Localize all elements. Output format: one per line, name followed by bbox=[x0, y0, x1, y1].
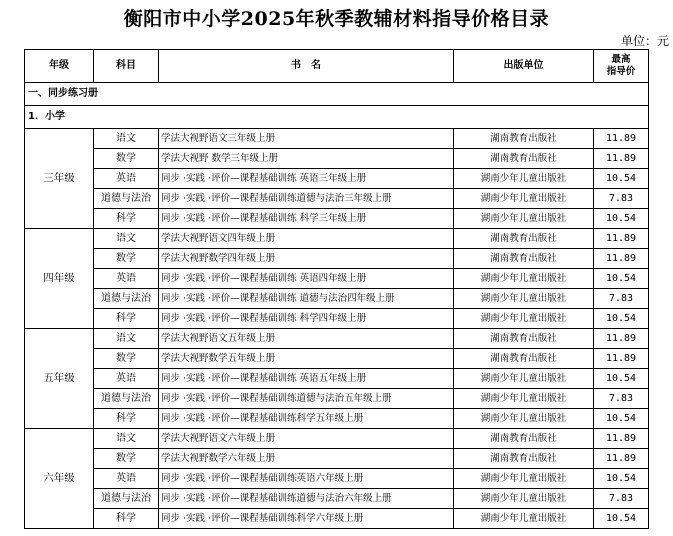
table-row bbox=[25, 469, 649, 489]
header-grade: 年级 bbox=[25, 50, 94, 83]
publisher-cell: 湖南少年儿童出版社 bbox=[454, 489, 594, 509]
price-cell: 10.54 bbox=[594, 469, 649, 489]
price-cell: 10.54 bbox=[594, 509, 649, 529]
price-cell: 11.89 bbox=[594, 129, 649, 149]
price-cell: 7.83 bbox=[594, 489, 649, 509]
publisher-cell: 湖南少年儿童出版社 bbox=[454, 509, 594, 529]
book-title-cell: 学法大视野数学四年级上册 bbox=[159, 249, 454, 269]
table-row bbox=[25, 429, 649, 449]
subject-cell: 科学 bbox=[94, 409, 159, 429]
subject-cell: 道德与法治 bbox=[94, 289, 159, 309]
header-subject: 科目 bbox=[94, 50, 159, 83]
table-row bbox=[25, 269, 649, 289]
book-title-cell: 同步 ·实践 ·评价—课程基础训练 英语三年级上册 bbox=[159, 169, 454, 189]
publisher-cell: 湖南少年儿童出版社 bbox=[454, 369, 594, 389]
table-row bbox=[25, 369, 649, 389]
grade-cell: 三年级 bbox=[25, 129, 94, 229]
price-cell: 11.89 bbox=[594, 449, 649, 469]
publisher-cell: 湖南教育出版社 bbox=[454, 329, 594, 349]
subject-cell: 英语 bbox=[94, 469, 159, 489]
book-title-cell: 同步 ·实践 ·评价—课程基础训练道德与法治三年级上册 bbox=[159, 189, 454, 209]
table-row bbox=[25, 409, 649, 429]
table-row bbox=[25, 329, 649, 349]
price-cell: 11.89 bbox=[594, 349, 649, 369]
price-cell: 11.89 bbox=[594, 249, 649, 269]
book-title-cell: 学法大视野语文三年级上册 bbox=[159, 129, 454, 149]
book-title-cell: 同步 ·实践 ·评价—课程基础训练 科学四年级上册 bbox=[159, 309, 454, 329]
subject-cell: 道德与法治 bbox=[94, 489, 159, 509]
subject-cell: 科学 bbox=[94, 509, 159, 529]
table-row bbox=[25, 209, 649, 229]
publisher-cell: 湖南少年儿童出版社 bbox=[454, 409, 594, 429]
header-row bbox=[25, 50, 649, 83]
publisher-cell: 湖南教育出版社 bbox=[454, 229, 594, 249]
subject-cell: 语文 bbox=[94, 429, 159, 449]
price-cell: 7.83 bbox=[594, 389, 649, 409]
subject-cell: 数学 bbox=[94, 249, 159, 269]
table-row bbox=[25, 129, 649, 149]
price-cell: 7.83 bbox=[594, 289, 649, 309]
book-title-cell: 同步 ·实践 ·评价—课程基础训练 英语四年级上册 bbox=[159, 269, 454, 289]
publisher-cell: 湖南少年儿童出版社 bbox=[454, 469, 594, 489]
price-cell: 10.54 bbox=[594, 269, 649, 289]
book-title-cell: 同步 ·实践 ·评价—课程基础训练道德与法治五年级上册 bbox=[159, 389, 454, 409]
table-row bbox=[25, 149, 649, 169]
price-cell: 11.89 bbox=[594, 429, 649, 449]
subject-cell: 语文 bbox=[94, 129, 159, 149]
price-cell: 10.54 bbox=[594, 309, 649, 329]
book-title-cell: 学法大视野 数学三年级上册 bbox=[159, 149, 454, 169]
book-title-cell: 学法大视野数学六年级上册 bbox=[159, 449, 454, 469]
header-price-line1: 最高 bbox=[611, 54, 631, 66]
grade-cell: 四年级 bbox=[25, 229, 94, 329]
table-row bbox=[25, 509, 649, 529]
price-cell: 10.54 bbox=[594, 369, 649, 389]
publisher-cell: 湖南教育出版社 bbox=[454, 429, 594, 449]
publisher-cell: 湖南教育出版社 bbox=[454, 349, 594, 369]
subject-cell: 科学 bbox=[94, 209, 159, 229]
table-row bbox=[25, 449, 649, 469]
subject-cell: 道德与法治 bbox=[94, 389, 159, 409]
grade-cell: 五年级 bbox=[25, 329, 94, 429]
table-row bbox=[25, 229, 649, 249]
book-title-cell: 同步 ·实践 ·评价—课程基础训练科学六年级上册 bbox=[159, 509, 454, 529]
publisher-cell: 湖南少年儿童出版社 bbox=[454, 289, 594, 309]
book-title-cell: 同步 ·实践 ·评价—课程基础训练 道德与法治四年级上册 bbox=[159, 289, 454, 309]
price-cell: 10.54 bbox=[594, 209, 649, 229]
book-title-cell: 同步 ·实践 ·评价—课程基础训练科学五年级上册 bbox=[159, 409, 454, 429]
subject-cell: 道德与法治 bbox=[94, 189, 159, 209]
section-row bbox=[25, 83, 649, 106]
header-book: 书 名 bbox=[159, 50, 454, 83]
header-price-line2: 指导价 bbox=[606, 66, 636, 77]
publisher-cell: 湖南少年儿童出版社 bbox=[454, 169, 594, 189]
price-table bbox=[24, 49, 649, 529]
table-row bbox=[25, 249, 649, 269]
table-row bbox=[25, 489, 649, 509]
book-title-cell: 学法大视野语文五年级上册 bbox=[159, 329, 454, 349]
book-title-cell: 学法大视野数学五年级上册 bbox=[159, 349, 454, 369]
book-title-cell: 学法大视野语文六年级上册 bbox=[159, 429, 454, 449]
publisher-cell: 湖南少年儿童出版社 bbox=[454, 189, 594, 209]
subject-cell: 英语 bbox=[94, 369, 159, 389]
subject-cell: 语文 bbox=[94, 229, 159, 249]
table-row bbox=[25, 309, 649, 329]
publisher-cell: 湖南少年儿童出版社 bbox=[454, 389, 594, 409]
subject-cell: 语文 bbox=[94, 329, 159, 349]
publisher-cell: 湖南教育出版社 bbox=[454, 249, 594, 269]
header-price bbox=[594, 50, 649, 83]
price-cell: 10.54 bbox=[594, 409, 649, 429]
grade-cell: 六年级 bbox=[25, 429, 94, 529]
publisher-cell: 湖南教育出版社 bbox=[454, 149, 594, 169]
price-cell: 11.89 bbox=[594, 229, 649, 249]
table-row bbox=[25, 349, 649, 369]
subject-cell: 科学 bbox=[94, 309, 159, 329]
book-title-cell: 同步 ·实践 ·评价—课程基础训练道德与法治六年级上册 bbox=[159, 489, 454, 509]
subject-cell: 数学 bbox=[94, 349, 159, 369]
price-cell: 11.89 bbox=[594, 329, 649, 349]
price-cell: 11.89 bbox=[594, 149, 649, 169]
price-cell: 10.54 bbox=[594, 169, 649, 189]
subsection-row bbox=[25, 106, 649, 129]
publisher-cell: 湖南少年儿童出版社 bbox=[454, 309, 594, 329]
book-title-cell: 同步 ·实践 ·评价—课程基础训练英语六年级上册 bbox=[159, 469, 454, 489]
table-row bbox=[25, 189, 649, 209]
subject-cell: 英语 bbox=[94, 169, 159, 189]
publisher-cell: 湖南少年儿童出版社 bbox=[454, 269, 594, 289]
price-cell: 7.83 bbox=[594, 189, 649, 209]
document-title: 衡阳市中小学2025年秋季教辅材料指导价格目录 bbox=[123, 8, 550, 30]
publisher-cell: 湖南少年儿童出版社 bbox=[454, 209, 594, 229]
book-title-cell: 同步 ·实践 ·评价—课程基础训练 科学三年级上册 bbox=[159, 209, 454, 229]
subsection-title: 1．小学 bbox=[25, 106, 649, 129]
book-title-cell: 学法大视野语文四年级上册 bbox=[159, 229, 454, 249]
section-title: 一、同步练习册 bbox=[25, 83, 649, 106]
subject-cell: 数学 bbox=[94, 449, 159, 469]
subject-cell: 数学 bbox=[94, 149, 159, 169]
header-publisher: 出版单位 bbox=[454, 50, 594, 83]
table-row bbox=[25, 289, 649, 309]
publisher-cell: 湖南教育出版社 bbox=[454, 129, 594, 149]
book-title-cell: 同步 ·实践 ·评价—课程基础训练 英语五年级上册 bbox=[159, 369, 454, 389]
table-row bbox=[25, 389, 649, 409]
table-row bbox=[25, 169, 649, 189]
unit-label: 单位：元 bbox=[620, 34, 669, 48]
subject-cell: 英语 bbox=[94, 269, 159, 289]
publisher-cell: 湖南教育出版社 bbox=[454, 449, 594, 469]
